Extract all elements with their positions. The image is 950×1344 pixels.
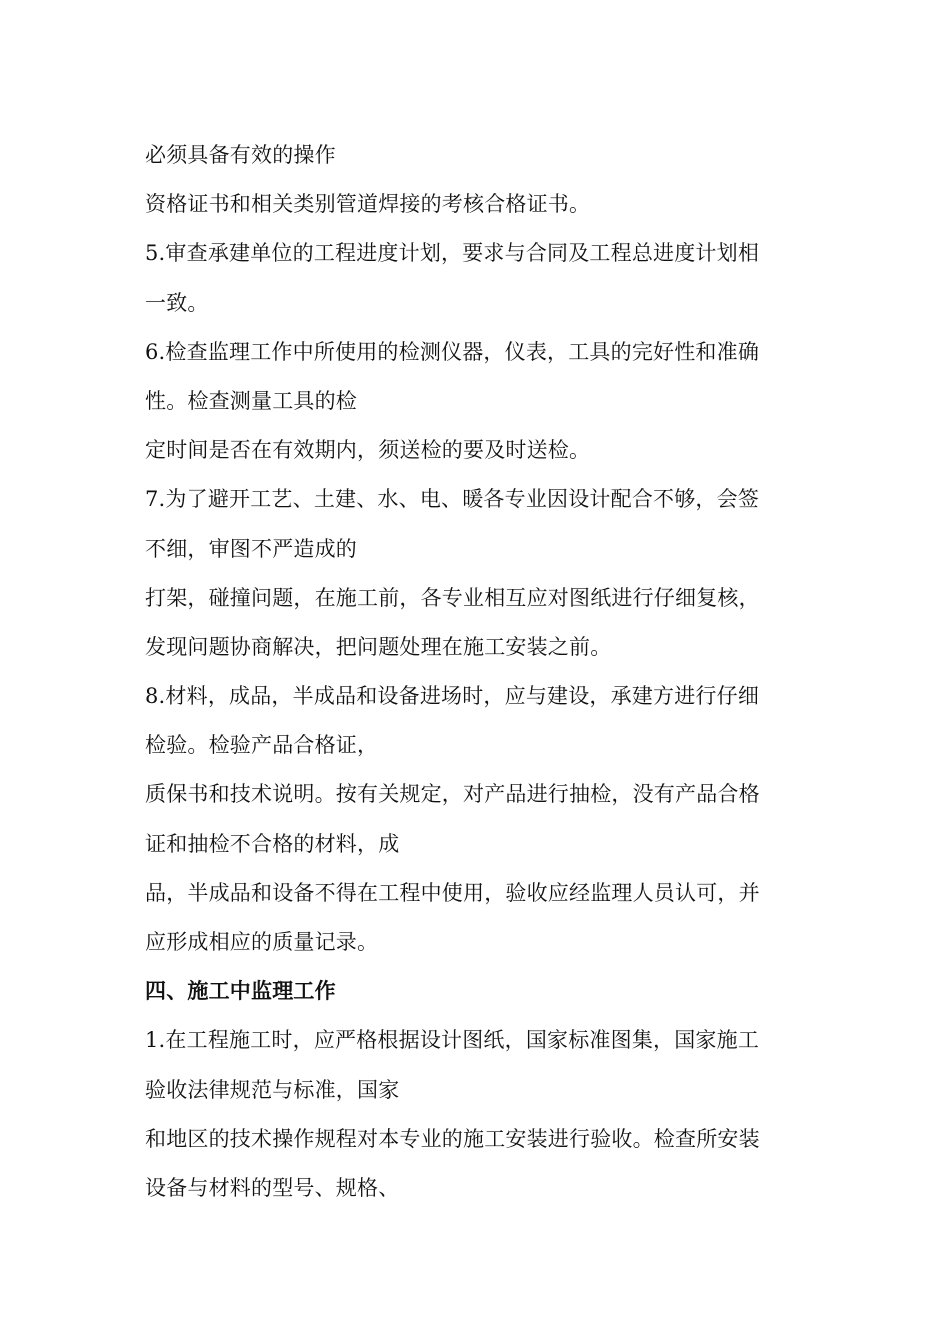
text-line: 设备与材料的型号、规格、 <box>145 1175 400 1200</box>
text-line: 应形成相应的质量记录。 <box>145 930 379 954</box>
text-line: 7.为了避开工艺、土建、水、电、暖各专业因设计配合不够，会签 <box>145 487 760 512</box>
text-line: 不细，审图不严造成的 <box>145 536 357 561</box>
text-line: 6.检查监理工作中所使用的检测仪器，仪表，工具的完好性和准确 <box>145 339 760 364</box>
text-line: 质保书和技术说明。按有关规定，对产品进行抽检，没有产品合格 <box>145 782 760 807</box>
text-line: 8.材料，成品，半成品和设备进场时，应与建设，承建方进行仔细 <box>145 684 760 709</box>
text-line: 证和抽检不合格的材料，成 <box>145 831 400 856</box>
text-line: 和地区的技术操作规程对本专业的施工安装进行验收。检查所安装 <box>145 1126 760 1151</box>
text-line: 必须具备有效的操作 <box>145 143 336 167</box>
section-heading: 四、施工中监理工作 <box>145 979 336 1004</box>
text-line: 发现问题协商解决，把问题处理在施工安装之前。 <box>145 634 612 659</box>
text-line: 资格证书和相关类别管道焊接的考核合格证书。 <box>145 192 591 217</box>
text-line: 1.在工程施工时，应严格根据设计图纸，国家标准图集，国家施工 <box>145 1028 760 1053</box>
text-line: 性。检查测量工具的检 <box>145 388 357 413</box>
text-line: 打架，碰撞问题，在施工前，各专业相互应对图纸进行仔细复核， <box>145 585 760 610</box>
text-line: 定时间是否在有效期内，须送检的要及时送检。 <box>145 438 591 463</box>
text-line: 验收法律规范与标准，国家 <box>145 1077 400 1102</box>
text-line: 一致。 <box>145 290 209 315</box>
text-line: 检验。检验产品合格证， <box>145 733 379 758</box>
text-line: 5.审查承建单位的工程进度计划，要求与合同及工程总进度计划相 <box>145 241 760 266</box>
text-line: 品，半成品和设备不得在工程中使用，验收应经监理人员认可，并 <box>145 880 760 905</box>
document-body <box>145 131 815 1213</box>
